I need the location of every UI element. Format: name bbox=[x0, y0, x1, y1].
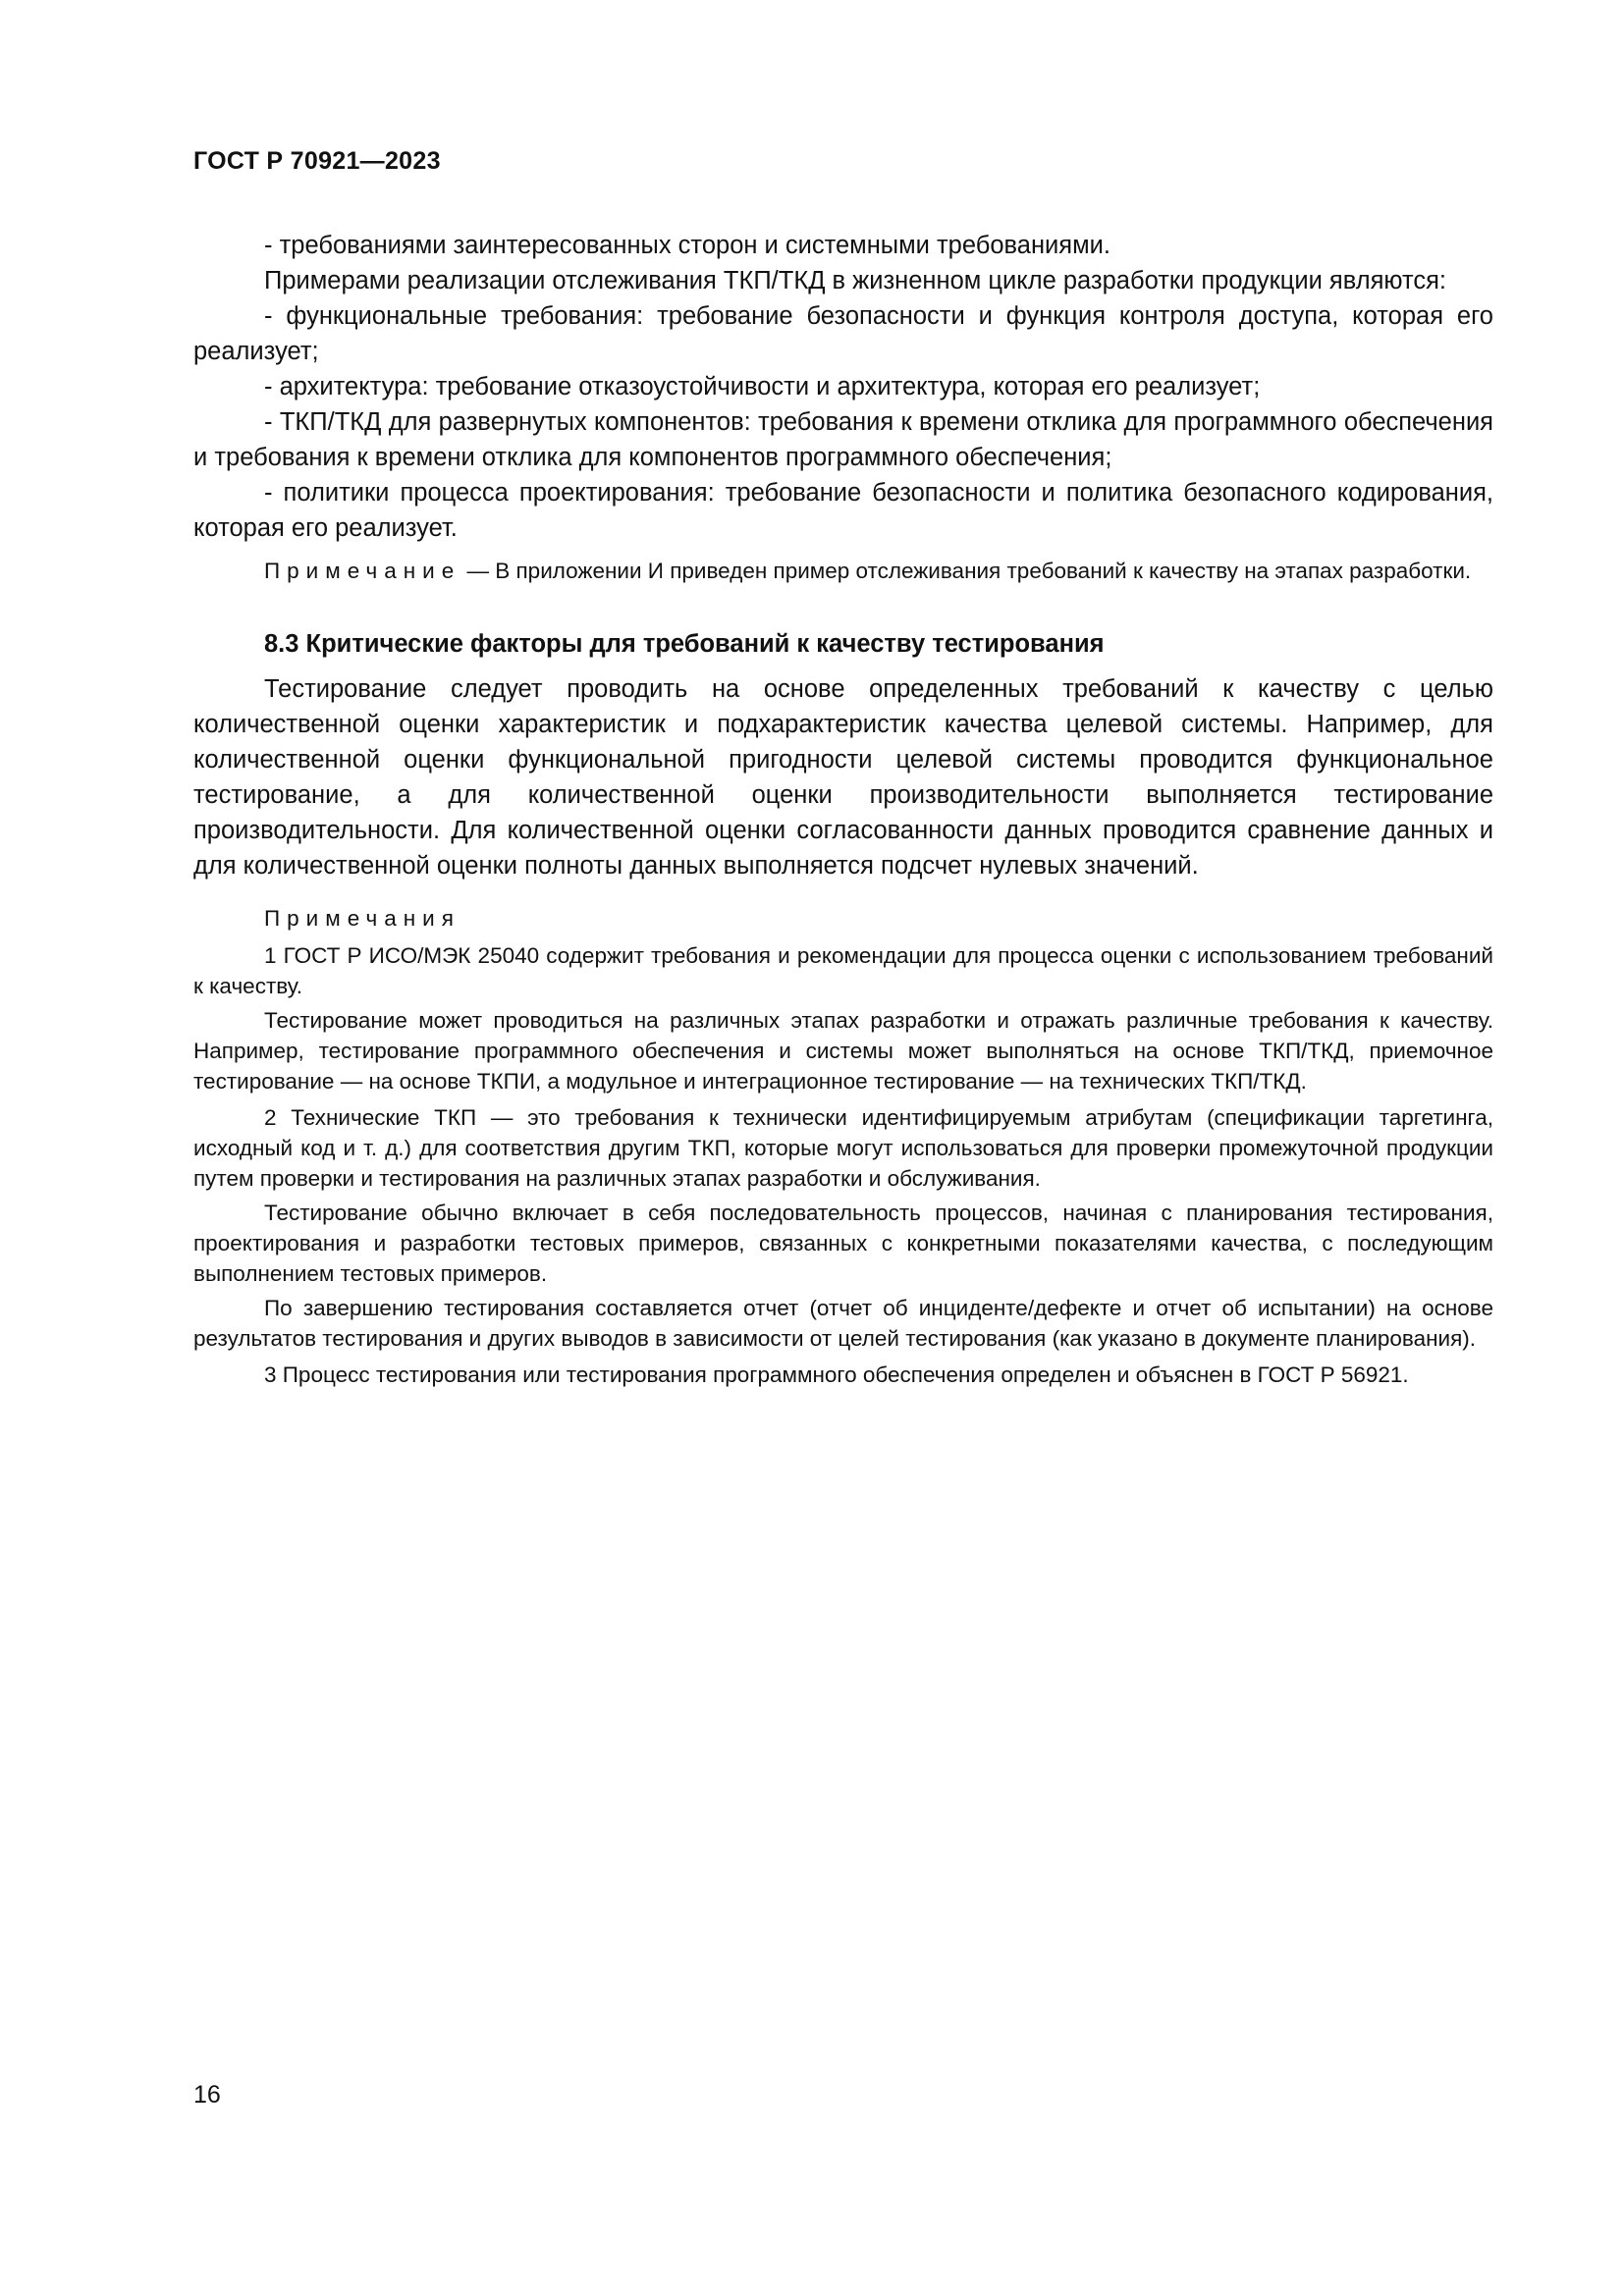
section-paragraph: Тестирование следует проводить на основе определенных требований к качеству с целью количественной оценки характеристик и подхарактеристик качества целевой системы. Например, для количественной оценки функциональной пригодности целевой системы проводится функциональное тестирование, а для количественной оценки производительности выполняется тестирование производительности. Для количественной оценки согласованности данных проводится сравнение данных и для количественной оценки полноты данных выполняется подсчет нулевых значений. bbox=[193, 675, 1493, 880]
note-paragraph: По завершению тестирования составляется отчет (отчет об инциденте/дефекте и отчет об испытании) на основе результатов тестирования и других выводов в зависимости от целей тестирования (как указано в документе планирования). bbox=[193, 1296, 1493, 1351]
note-item-2: 2 Технические ТКП — это требования к технически идентифицируемым атрибутам (спецификации таргетинга, исходный код и т. д.) для соответствия другим ТКП, которые могут использоваться для проверки промежуточной продукции путем проверки и тестирования на различных этапах разработки и обслуживания. bbox=[193, 1105, 1493, 1191]
note-item-3: 3 Процесс тестирования или тестирования программного обеспечения определен и объяснен в ГОСТ Р 56921. bbox=[264, 1362, 1409, 1387]
notes-label: Примечания bbox=[264, 906, 460, 931]
note-paragraph: Тестирование обычно включает в себя последовательность процессов, начиная с планирования тестирования, проектирования и разработки тестовых примеров, связанных с конкретными показателями качества, с последующим выполнением тестовых примеров. bbox=[193, 1201, 1493, 1286]
document-body bbox=[193, 228, 1493, 1390]
list-item-functional: - функциональные требования: требование безопасности и функция контроля доступа, которая его реализует; bbox=[193, 302, 1493, 365]
list-item-components: - ТКП/ТКД для развернутых компонентов: требования к времени отклика для программного обеспечения и требования к времени отклика для компонентов программного обеспечения; bbox=[193, 408, 1493, 471]
list-item-stakeholders: - требованиями заинтересованных сторон и системными требованиями. bbox=[264, 232, 1110, 259]
note-paragraph: Тестирование может проводиться на различных этапах разработки и отражать различные требования к качеству. Например, тестирование программного обеспечения и системы может выполняться на основе ТКП/ТКД, приемочное тестирование — на основе ТКПИ, а модульное и интеграционное тестирование — на технических ТКП/ТКД. bbox=[193, 1008, 1493, 1094]
page-number: 16 bbox=[193, 2081, 221, 2109]
note-text: — В приложении И приведен пример отслеживания требований к качеству на этапах разработки. bbox=[460, 559, 1472, 583]
list-item-design-policies: - политики процесса проектирования: требование безопасности и политика безопасного кодирования, которая его реализует. bbox=[193, 479, 1493, 542]
document-code-header: ГОСТ Р 70921—2023 bbox=[193, 147, 441, 175]
note-appendix bbox=[193, 556, 1493, 587]
list-item-architecture: - архитектура: требование отказоустойчивости и архитектура, которая его реализует; bbox=[264, 373, 1261, 400]
section-heading: 8.3 Критические факторы для требований к качеству тестирования bbox=[264, 630, 1105, 658]
note-item-1: 1 ГОСТ Р ИСО/МЭК 25040 содержит требования и рекомендации для процесса оценки с использованием требований к качеству. bbox=[193, 943, 1493, 998]
note-label: Примечание bbox=[264, 559, 461, 583]
paragraph-examples-intro: Примерами реализации отслеживания ТКП/ТКД в жизненном цикле разработки продукции являются: bbox=[264, 267, 1446, 294]
notes-heading bbox=[193, 903, 1493, 934]
